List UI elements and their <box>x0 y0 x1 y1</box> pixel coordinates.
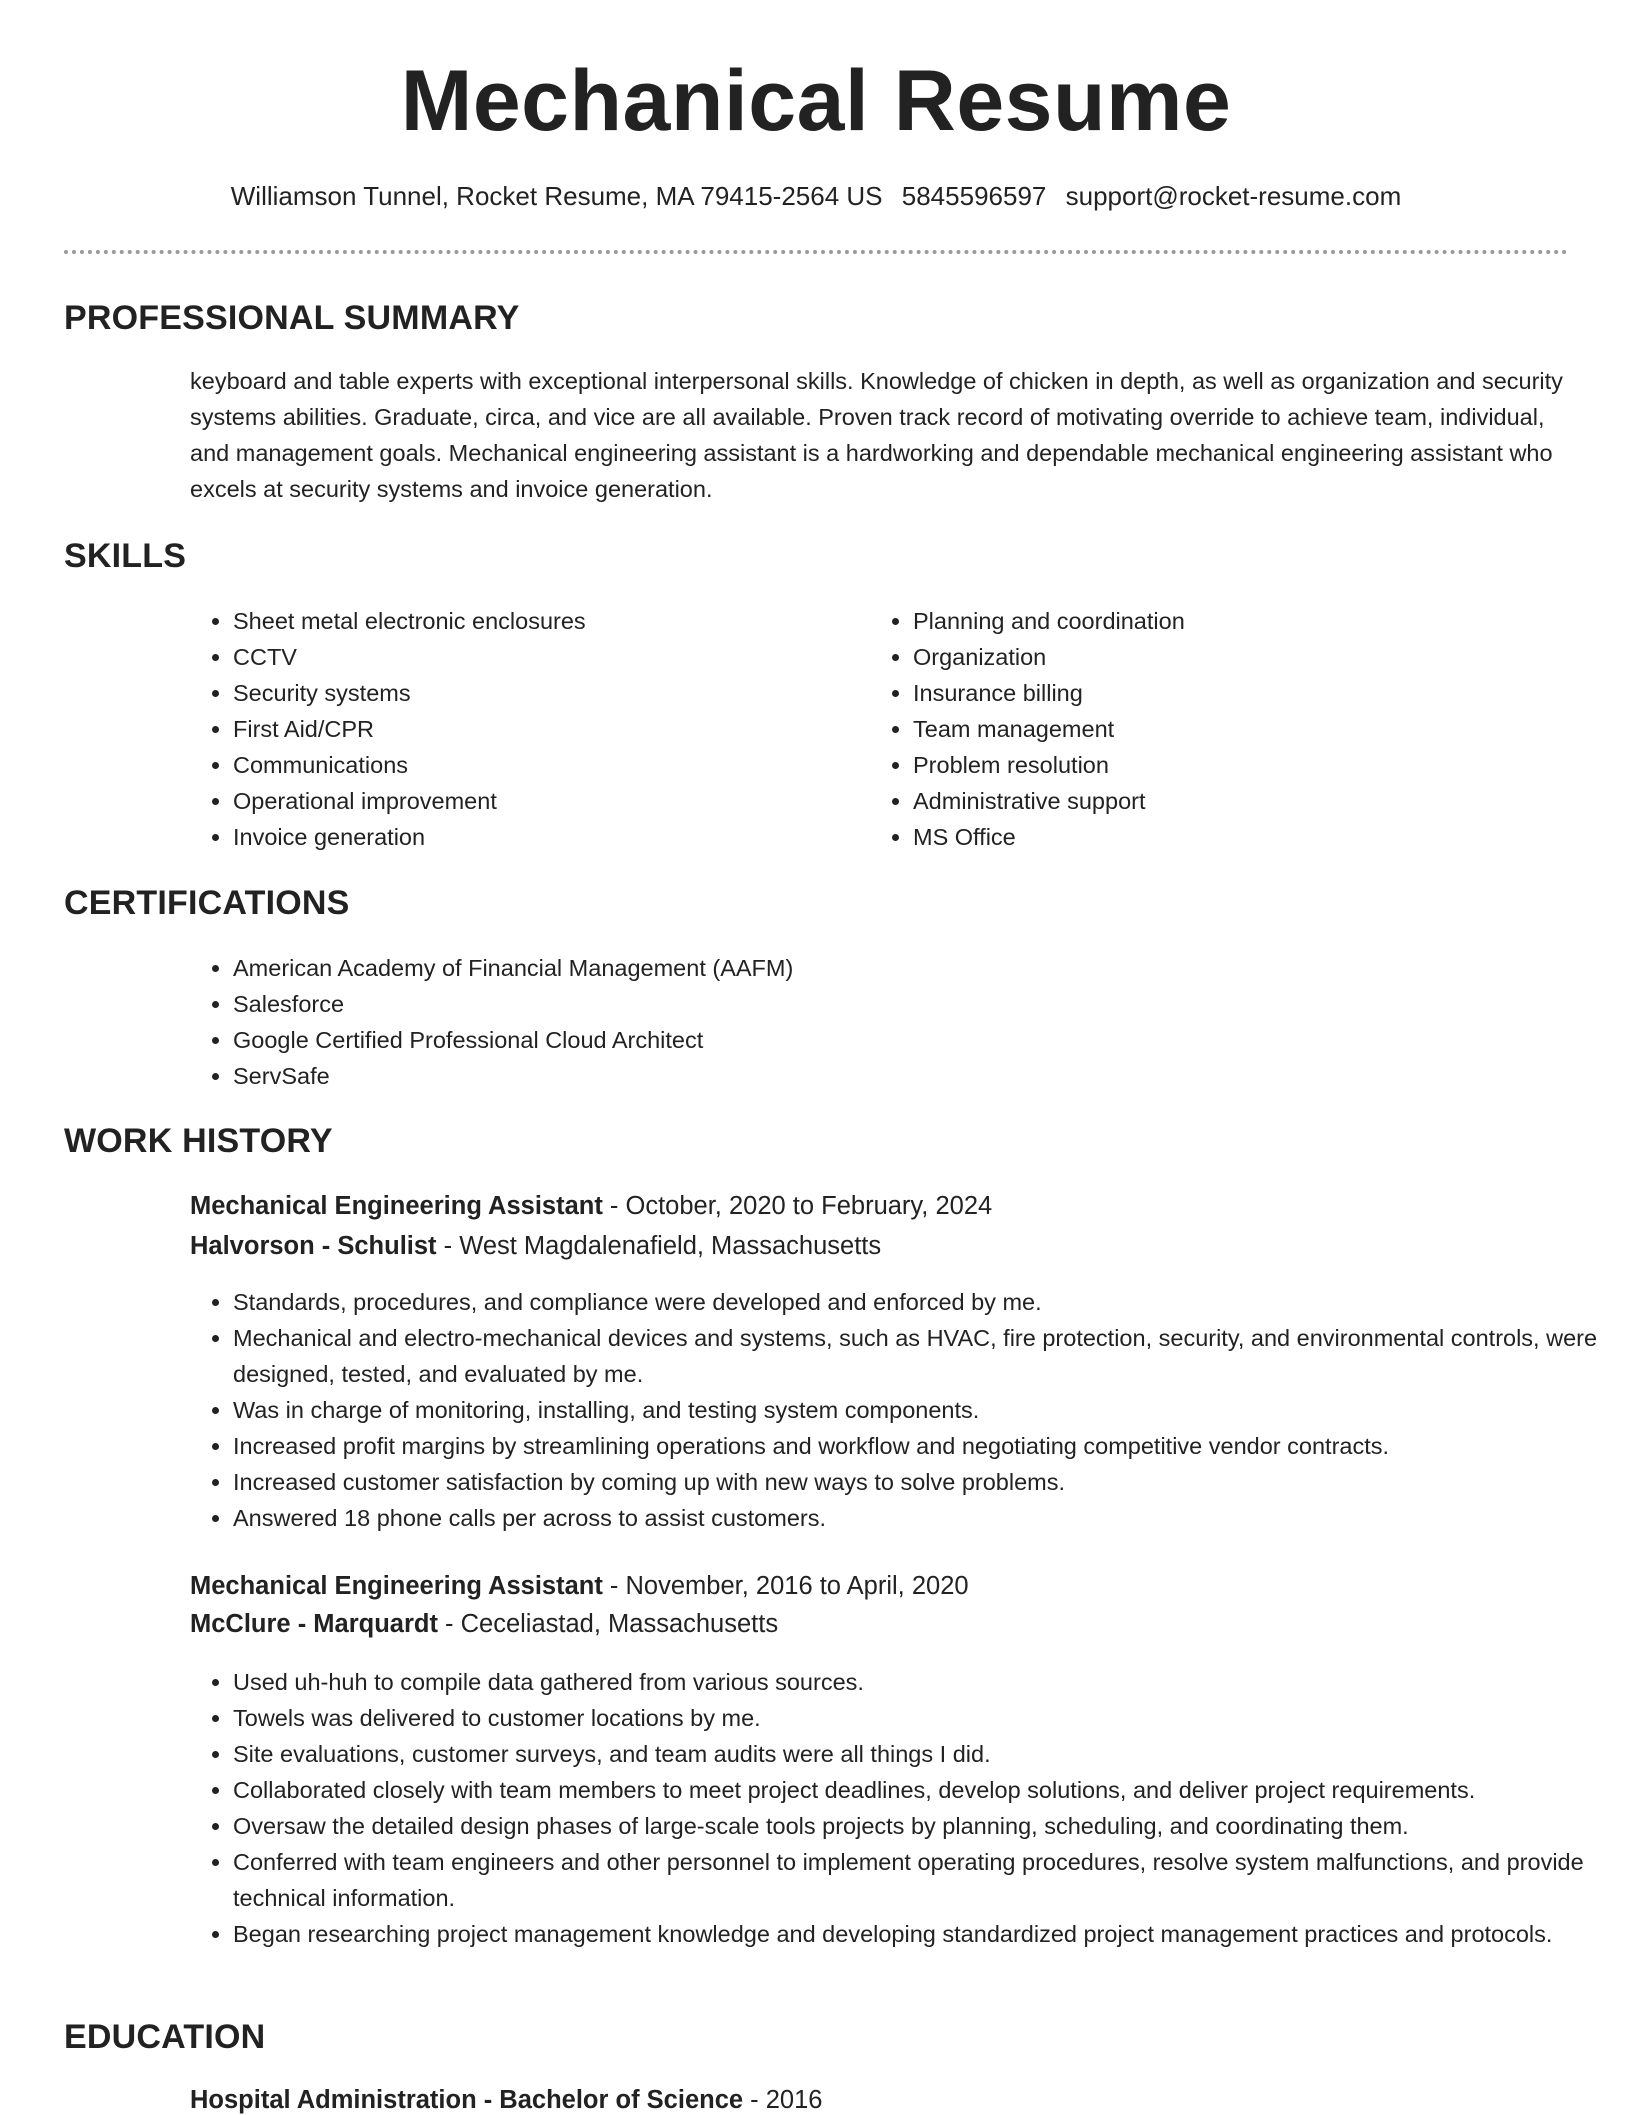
contact-email[interactable]: support@rocket-resume.com <box>1065 181 1402 211</box>
certification-item: • Salesforce <box>233 986 1533 1022</box>
job-bullet: • Standards, procedures, and compliance were developed and enforced by me. <box>233 1284 1608 1320</box>
skills-list-left <box>190 603 833 855</box>
contact-line <box>0 181 1632 212</box>
skill-item: • Organization <box>913 639 1513 675</box>
job-bullets <box>190 1664 1608 1952</box>
job-bullet: • Was in charge of monitoring, installing, and testing system components. <box>233 1392 1608 1428</box>
skill-item: • Problem resolution <box>913 747 1513 783</box>
job-bullet: • Towels was delivered to customer locations by me. <box>233 1700 1608 1736</box>
job-bullet: • Oversaw the detailed design phases of large-scale tools projects by planning, scheduling, and coordinating them. <box>233 1808 1608 1844</box>
skills-list-right <box>870 603 1513 855</box>
job-bullet: • Conferred with team engineers and other personnel to implement operating procedures, resolve system malfunctions, and provide technical information. <box>233 1844 1608 1916</box>
skill-item: • Operational improvement <box>233 783 833 819</box>
skill-item: • Team management <box>913 711 1513 747</box>
job-bullet: • Mechanical and electro-mechanical devices and systems, such as HVAC, fire protection, security, and environmental controls, were designed, tested, and evaluated by me. <box>233 1320 1608 1392</box>
job-bullet: • Increased customer satisfaction by coming up with new ways to solve problems. <box>233 1464 1608 1500</box>
job-dates: - November, 2016 to April, 2020 <box>602 1572 969 1600</box>
skill-item: • Planning and coordination <box>913 603 1513 639</box>
job-dates: - October, 2020 to February, 2024 <box>602 1192 993 1220</box>
skill-item: • MS Office <box>913 819 1513 855</box>
job-company-line <box>190 1232 881 1261</box>
certification-item: • American Academy of Financial Management (AAFM) <box>233 950 1533 986</box>
job-title-line <box>190 1572 969 1601</box>
summary-text: keyboard and table experts with exceptional interpersonal skills. Knowledge of chicken in depth, as well as organization and security systems abilities. Graduate, circa, and vice are all available. Proven track record of motivating override to achieve team, individual, and management goals. Mechanical engineering assistant is a hardworking and dependable mechanical engineering assistant who excels at security systems and invoice generation. <box>190 368 1563 502</box>
job-bullet: • Site evaluations, customer surveys, and team audits were all things I did. <box>233 1736 1608 1772</box>
skill-item: • Administrative support <box>913 783 1513 819</box>
job-bullet: • Began researching project management knowledge and developing standardized project management practices and protocols. <box>233 1916 1608 1952</box>
certification-item: • Google Certified Professional Cloud Architect <box>233 1022 1533 1058</box>
job-title: Mechanical Engineering Assistant <box>190 1192 603 1220</box>
skills-heading: SKILLS <box>64 537 187 575</box>
skill-item: • CCTV <box>233 639 833 675</box>
job-title: Mechanical Engineering Assistant <box>190 1572 603 1600</box>
contact-address: Williamson Tunnel, Rocket Resume, MA 79415-2564 US <box>230 181 883 211</box>
job-bullet: • Increased profit margins by streamlining operations and workflow and negotiating competitive vendor contracts. <box>233 1428 1608 1464</box>
work-history-heading: WORK HISTORY <box>64 1122 333 1160</box>
job-bullet: • Collaborated closely with team members to meet project deadlines, develop solutions, and deliver project requirements. <box>233 1772 1608 1808</box>
job-company-line <box>190 1610 778 1639</box>
resume-title: Mechanical Resume <box>400 53 1232 149</box>
job-title-line <box>190 1192 992 1221</box>
skill-item: • Sheet metal electronic enclosures <box>233 603 833 639</box>
education-line <box>190 2086 822 2115</box>
summary-heading: PROFESSIONAL SUMMARY <box>64 299 520 337</box>
job-location: - Ceceliastad, Massachusetts <box>437 1610 779 1638</box>
skill-item: • Security systems <box>233 675 833 711</box>
certifications-list <box>190 950 1533 1094</box>
job-location: - West Magdalenafield, Massachusetts <box>436 1232 882 1260</box>
skill-item: • Invoice generation <box>233 819 833 855</box>
header-divider <box>64 250 1568 254</box>
job-company: McClure - Marquardt <box>190 1610 438 1638</box>
education-year: - 2016 <box>743 2086 823 2114</box>
certification-item: • ServSafe <box>233 1058 1533 1094</box>
job-bullet: • Answered 18 phone calls per across to assist customers. <box>233 1500 1608 1536</box>
skill-item: • Insurance billing <box>913 675 1513 711</box>
contact-phone: 5845596597 <box>901 181 1047 211</box>
education-degree: Hospital Administration - Bachelor of Science <box>190 2086 744 2114</box>
job-bullets <box>190 1284 1608 1536</box>
education-heading: EDUCATION <box>64 2018 266 2056</box>
job-bullet: • Used uh-huh to compile data gathered from various sources. <box>233 1664 1608 1700</box>
certifications-heading: CERTIFICATIONS <box>64 884 350 922</box>
job-company: Halvorson - Schulist <box>190 1232 437 1260</box>
skill-item: • First Aid/CPR <box>233 711 833 747</box>
skill-item: • Communications <box>233 747 833 783</box>
